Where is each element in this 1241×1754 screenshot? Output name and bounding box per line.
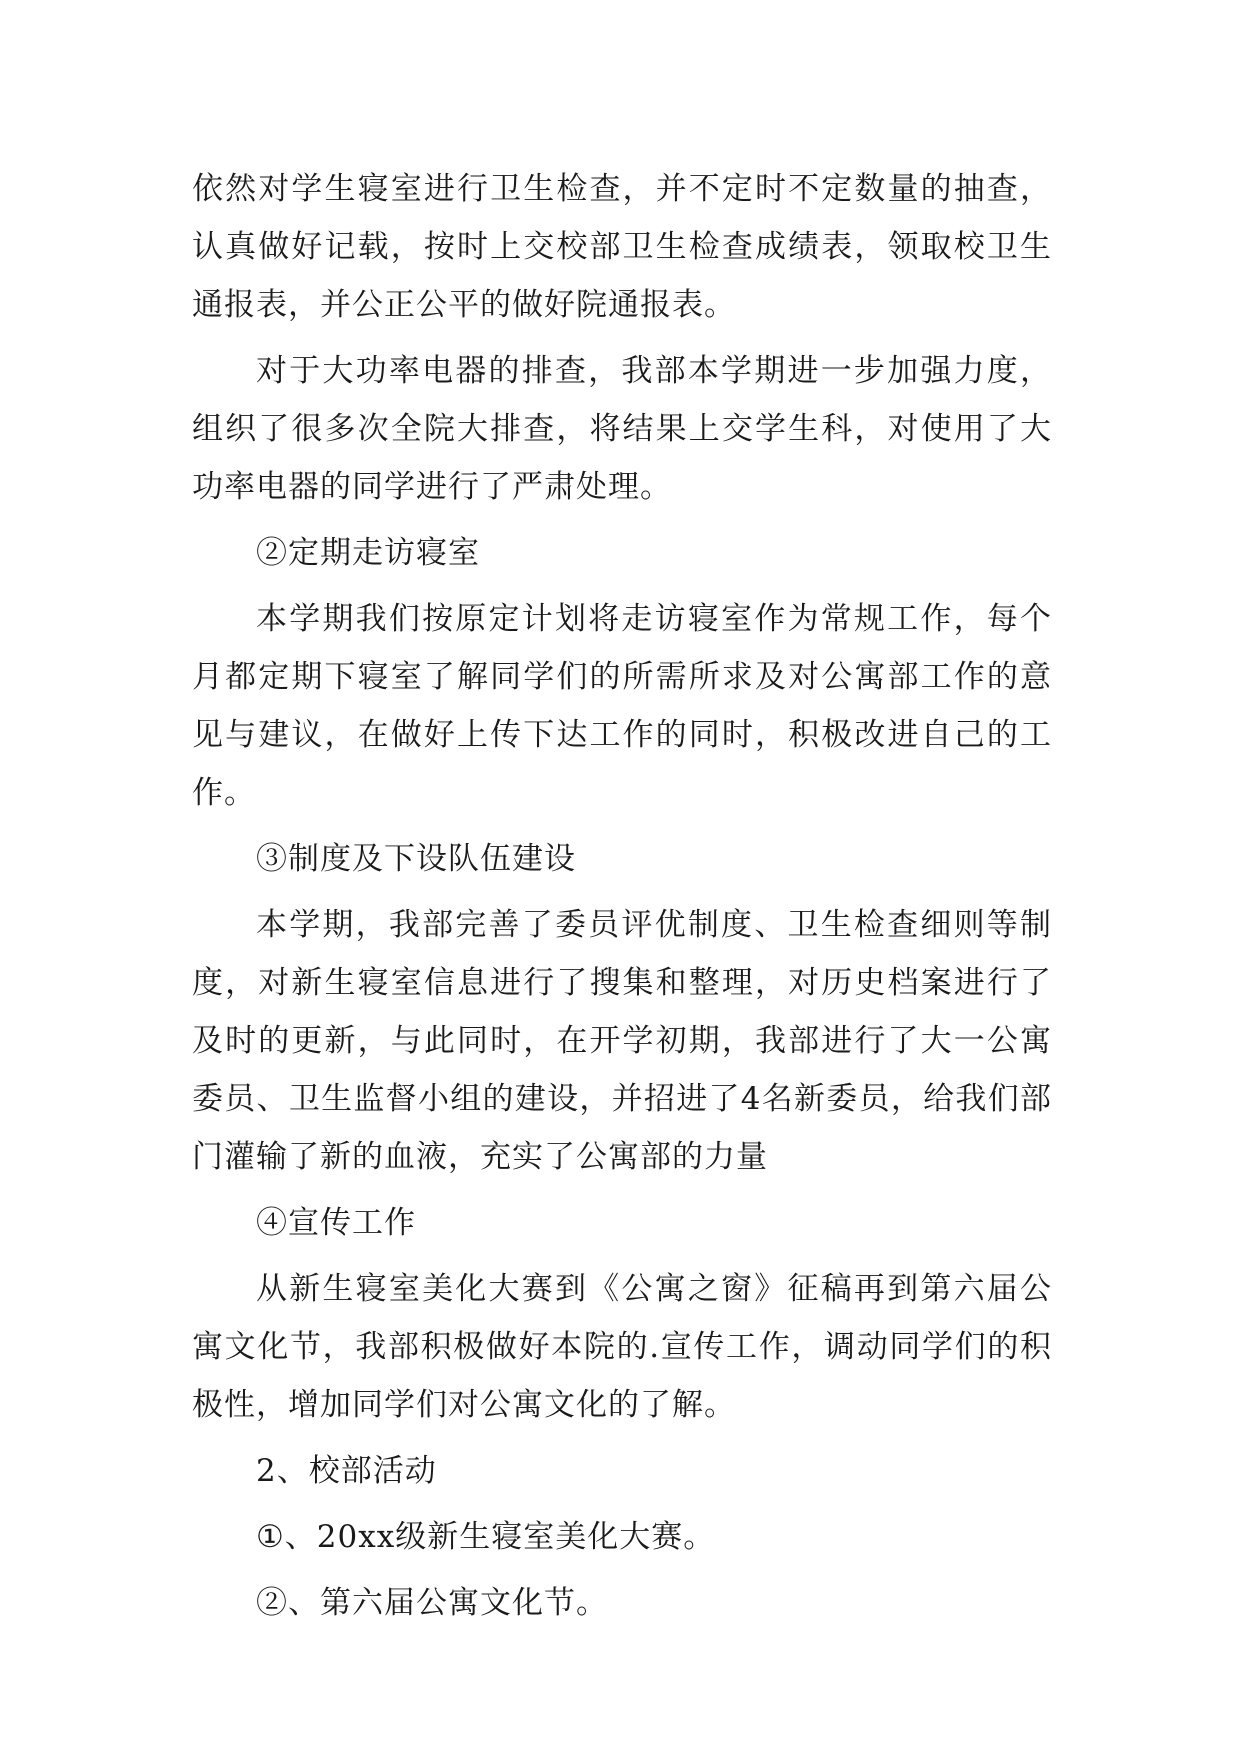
paragraph-hygiene-inspection: 依然对学生寝室进行卫生检查，并不定时不定数量的抽查，认真做好记载，按时上交校部卫生检查成绩表，领取校卫生通报表，并公正公平的做好院通报表。 xyxy=(192,171,1052,323)
heading-campus-activities: 2、校部活动 xyxy=(256,1453,437,1489)
heading-dorm-visits: ②定期走访寝室 xyxy=(256,535,480,571)
heading-publicity: ④宣传工作 xyxy=(256,1205,416,1241)
heading-team-building: ③制度及下设队伍建设 xyxy=(256,841,576,877)
paragraph-team-building: 本学期，我部完善了委员评优制度、卫生检查细则等制度，对新生寝室信息进行了搜集和整理，对历史档案进行了及时的更新，与此同时，在开学初期，我部进行了大一公寓委员、卫生监督小组的建设，并招进了4名新委员，给我们部门灌输了新的血液，充实了公寓部的力量 xyxy=(192,907,1052,1175)
paragraph-publicity: 从新生寝室美化大赛到《公寓之窗》征稿再到第六届公寓文化节，我部积极做好本院的.宣传工作，调动同学们的积极性，增加同学们对公寓文化的了解。 xyxy=(192,1271,1052,1423)
paragraph-dorm-visits: 本学期我们按原定计划将走访寝室作为常规工作，每个月都定期下寝室了解同学们的所需所求及对公寓部工作的意见与建议，在做好上传下达工作的同时，积极改进自己的工作。 xyxy=(192,601,1052,811)
list-item-dorm-contest: ①、20xx级新生寝室美化大赛。 xyxy=(256,1519,716,1555)
document-body xyxy=(192,160,1052,1632)
paragraph-appliance-check: 对于大功率电器的排查，我部本学期进一步加强力度，组织了很多次全院大排查，将结果上交学生科，对使用了大功率电器的同学进行了严肃处理。 xyxy=(192,353,1052,505)
list-item-culture-festival: ②、第六届公寓文化节。 xyxy=(256,1585,608,1621)
